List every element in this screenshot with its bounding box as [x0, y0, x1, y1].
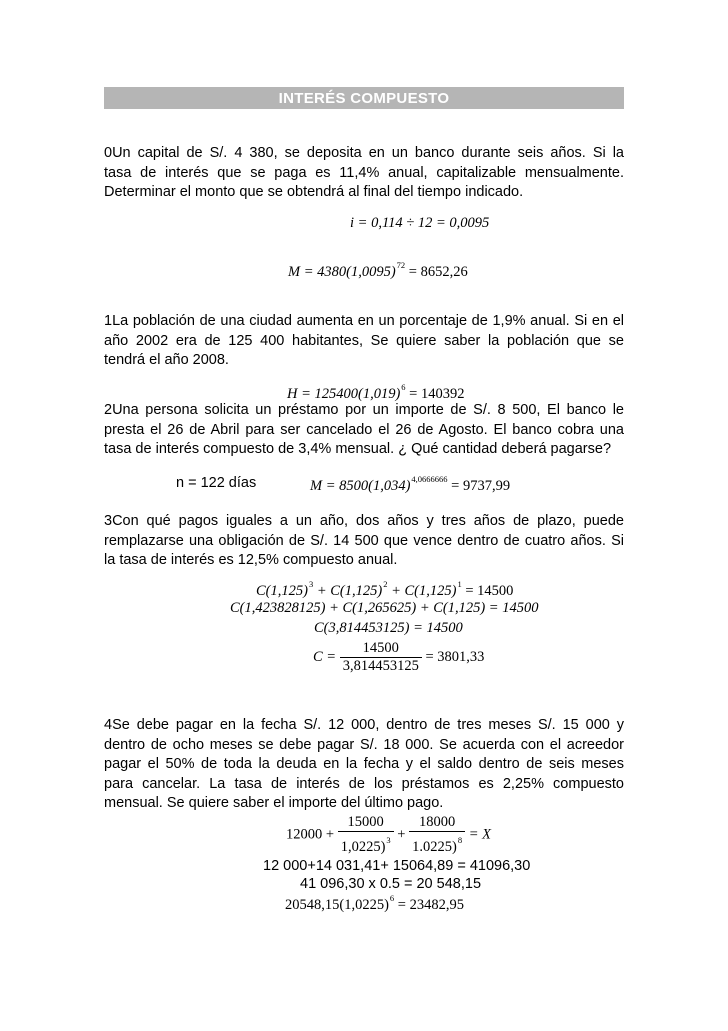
- problem-4-text: [104, 716, 624, 814]
- title-bar: [104, 87, 624, 109]
- problem-0-line: tasa de interés que se paga es 11,4% anual, capitalizable mensualmente.: [104, 164, 624, 181]
- fraction: $\frac{15000}{1,0225)^3}$: [338, 814, 394, 856]
- page-title: INTERÉS COMPUESTO: [278, 90, 450, 107]
- problem-4-line: mensual. Se quiere saber el importe del último pago.: [104, 795, 444, 811]
- problem-1-line: tendrá el año 2008.: [104, 352, 229, 368]
- problem-0-line: Determinar el monto que se obtendrá al final del tiempo indicado.: [104, 184, 524, 200]
- equation-4d: $20548,15(1,0225)^6 = 23482,95$: [285, 893, 464, 913]
- problem-1-line: año 2002 era de 125 400 habitantes, Se quiere saber la población que se: [104, 332, 624, 349]
- equation-3b: C(1,423828125) + C(1,265625) + C(1,125) = 14500: [230, 600, 539, 616]
- problem-2-text: [104, 401, 624, 460]
- problem-3-line: la tasa de interés es 12,5% compuesto anual.: [104, 552, 398, 568]
- problem-3-text: [104, 512, 624, 571]
- equation-0a: i = 0,114 ÷ 12 = 0,0095: [350, 215, 490, 231]
- problem-4-line: dentro de ocho meses se debe pagar S/. 18 000. Se acuerda con el acreedor: [104, 736, 624, 753]
- problem-2-line: presta el 26 de Abril para ser cancelado el 26 de Agosto. El banco cobra una: [104, 421, 624, 438]
- equation-2: $M = 8500(1,034)^{4,0666666} = 9737,99$: [310, 474, 511, 494]
- problem-4-line: pagar el 50% de toda la deuda en la fecha y el saldo dentro de seis meses: [104, 756, 624, 772]
- problem-3-line: remplazarse una obligación de S/. 14 500 que vence dentro de cuatro años. Si: [104, 532, 624, 549]
- problem-3-line: 3Con qué pagos iguales a un año, dos años y tres años de plazo, puede: [104, 513, 624, 529]
- equation-0b: $M = 4380(1,0095)^{72} = 8652,26$: [288, 260, 468, 280]
- equation-3d: C = $\frac{14500}{3,814453125}$ = 3801,33: [313, 640, 485, 674]
- equation-4b: 12 000+14 031,41+ 15064,89 = 41096,30: [263, 858, 531, 874]
- problem-4-line: 4Se debe pagar en la fecha S/. 12 000, dentro de tres meses S/. 15 000 y: [104, 717, 624, 733]
- fraction: $\frac{14500}{3,814453125}$: [340, 640, 422, 675]
- equation-4a: 12000 + $\frac{15000}{1,0225)^3}$ + $\frac{18000}{1.0225)^8}$ = X: [286, 814, 491, 855]
- equation-3c: C(3,814453125) = 14500: [314, 620, 463, 636]
- fraction: $\frac{18000}{1.0225)^8}$: [409, 814, 465, 856]
- problem-1-text: [104, 312, 624, 371]
- days-label: n = 122 días: [176, 475, 257, 491]
- problem-2-line: 2Una persona solicita un préstamo por un importe de S/. 8 500, El banco le: [104, 402, 624, 418]
- problem-0-text: [104, 144, 624, 203]
- problem-2-line: tasa de interés compuesto de 3,4% mensual. ¿ Qué cantidad deberá pagarse?: [104, 441, 612, 457]
- problem-0-line: 0Un capital de S/. 4 380, se deposita en un banco durante seis años. Si la: [104, 145, 624, 161]
- equation-1: $H = 125400(1,019)^6 = 140392$: [287, 382, 465, 402]
- problem-4-line: para cancelar. La tasa de interés de los préstamos es 2,25% compuesto: [104, 775, 624, 792]
- equation-3a: $C(1,125)^3 + C(1,125)^2 + C(1,125)^1 = 14500$: [256, 579, 514, 599]
- equation-4c: 41 096,30 x 0.5 = 20 548,15: [300, 876, 482, 892]
- problem-1-line: 1La población de una ciudad aumenta en un porcentaje de 1,9% anual. Si en el: [104, 313, 624, 329]
